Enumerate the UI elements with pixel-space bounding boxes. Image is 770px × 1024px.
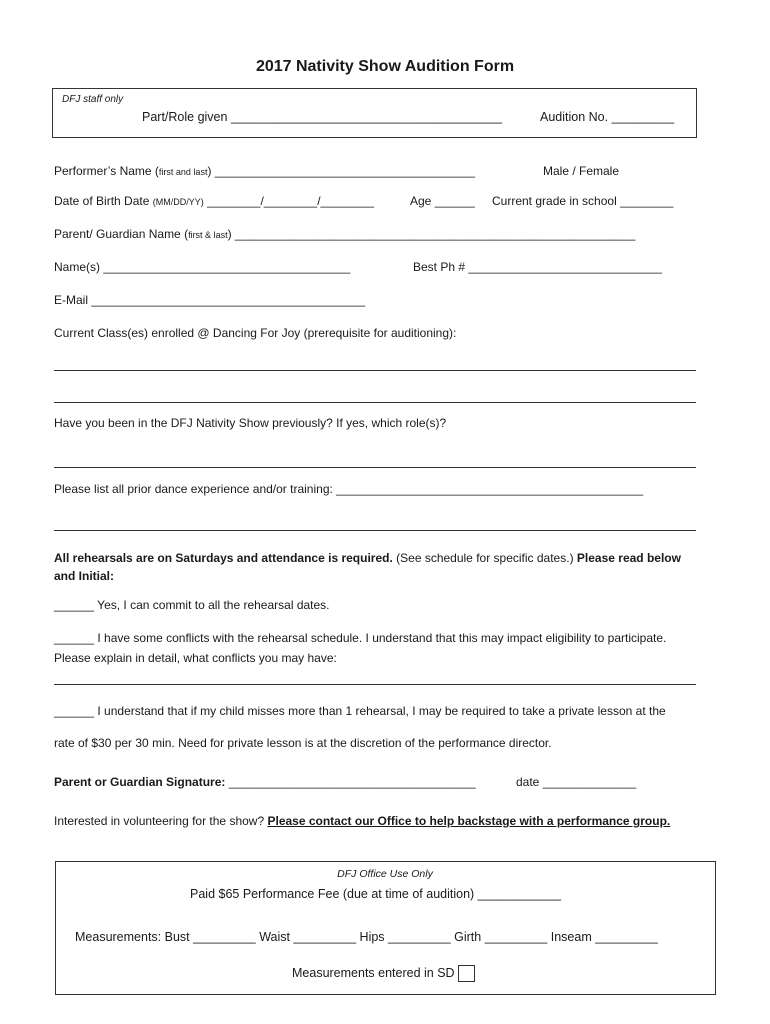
performer-name-hint: first and last	[158, 167, 208, 177]
guardian-label: Parent/ Guardian Name (	[54, 227, 189, 241]
rehearsal-bold-1: All rehearsals are on Saturdays and attendance is required.	[54, 551, 393, 565]
staff-only-label: DFJ staff only	[62, 94, 124, 105]
dob-row	[54, 194, 374, 208]
names-row	[54, 260, 350, 274]
audition-no	[540, 110, 674, 124]
dob-hint: (MM/DD/YY)	[152, 197, 204, 207]
fee-label: Paid $65 Performance Fee (due at time of audition)	[190, 887, 475, 901]
misses-row	[54, 704, 666, 718]
dob-label: Date of Birth Date	[54, 194, 150, 208]
page-title: 2017 Nativity Show Audition Form	[255, 58, 515, 75]
signature-row	[54, 775, 476, 789]
audition-no-field[interactable]: _________	[611, 110, 675, 124]
sd-entered-row	[292, 965, 475, 982]
previous-label: Have you been in the DFJ Nativity Show previously? If yes, which role(s)?	[54, 416, 447, 430]
date-label: date	[516, 775, 540, 789]
experience-field[interactable]: ______________________________________________	[336, 482, 644, 496]
classes-line-1[interactable]	[54, 370, 696, 371]
hips-label: Hips	[359, 930, 385, 944]
guardian-field[interactable]: ____________________________________________________________	[234, 227, 636, 241]
performer-name-close: )	[207, 164, 212, 178]
experience-row	[54, 482, 643, 496]
rehearsal-normal: (See schedule for specific dates.)	[396, 551, 574, 565]
part-role-text: Part/Role given	[142, 110, 228, 124]
gender-options[interactable]: Male / Female	[543, 164, 620, 178]
rehearsal-bold-2: Please read below	[576, 551, 681, 565]
rehearsal-bold-3: and Initial:	[54, 569, 114, 583]
bust-label: Bust	[164, 930, 190, 944]
commit-initial-field[interactable]: ______	[54, 598, 95, 612]
commit-row	[54, 598, 330, 612]
email-row	[54, 293, 365, 307]
guardian-close: )	[227, 227, 232, 241]
phone-row	[413, 260, 662, 274]
date-field[interactable]: ______________	[542, 775, 637, 789]
signature-field[interactable]: _____________________________________	[228, 775, 476, 789]
performer-name-row	[54, 164, 475, 178]
names-label: Name(s)	[54, 260, 101, 274]
performer-name-field[interactable]: _______________________________________	[214, 164, 476, 178]
sd-entered-label: Measurements entered in SD	[292, 965, 455, 980]
inseam-label: Inseam	[550, 930, 592, 944]
names-field[interactable]: _____________________________________	[103, 260, 351, 274]
explain-line[interactable]	[54, 684, 696, 685]
misses-text-1: I understand that if my child misses more than 1 rehearsal, I may be required to take a private lesson at the	[97, 704, 666, 718]
phone-field[interactable]: _____________________________	[468, 260, 662, 274]
commit-text: Yes, I can commit to all the rehearsal dates.	[97, 598, 330, 612]
previous-line[interactable]	[54, 467, 696, 468]
volunteer-row	[54, 814, 670, 828]
measurements-row	[75, 930, 658, 944]
dob-field[interactable]: ________/________/________	[207, 194, 374, 208]
email-label: E-Mail	[54, 293, 89, 307]
office-use-label: DFJ Office Use Only	[337, 868, 433, 880]
classes-line-2[interactable]	[54, 402, 696, 403]
phone-label: Best Ph #	[413, 260, 466, 274]
grade-field[interactable]: ________	[620, 194, 674, 208]
misses-text-2: rate of $30 per 30 min. Need for private lesson is at the discretion of the performance director.	[54, 736, 552, 750]
sd-entered-checkbox[interactable]	[458, 965, 475, 982]
waist-field[interactable]: _________	[293, 930, 357, 944]
explain-label: Please explain in detail, what conflicts you may have:	[54, 651, 337, 665]
misses-initial-field[interactable]: ______	[54, 704, 95, 718]
conflicts-row	[54, 631, 666, 645]
experience-line-2[interactable]	[54, 530, 696, 531]
waist-label: Waist	[259, 930, 290, 944]
guardian-hint: first & last	[188, 230, 228, 240]
girth-label: Girth	[454, 930, 482, 944]
rehearsal-notice	[54, 551, 681, 565]
signature-label: Parent or Guardian Signature:	[54, 775, 226, 789]
grade-row	[492, 194, 673, 208]
experience-label: Please list all prior dance experience and/or training:	[54, 482, 333, 496]
email-field[interactable]: _________________________________________	[91, 293, 365, 307]
girth-field[interactable]: _________	[484, 930, 548, 944]
volunteer-question: Interested in volunteering for the show?	[54, 814, 265, 828]
part-role-field[interactable]: _______________________________________	[230, 110, 503, 124]
age-row	[410, 194, 475, 208]
hips-field[interactable]: _________	[388, 930, 451, 944]
date-row	[516, 775, 636, 789]
fee-row	[190, 887, 561, 901]
measurements-label: Measurements:	[75, 930, 162, 944]
bust-field[interactable]: _________	[193, 930, 256, 944]
audition-no-label: Audition No.	[540, 110, 609, 124]
classes-label: Current Class(es) enrolled @ Dancing For Joy (prerequisite for auditioning):	[54, 326, 457, 340]
age-field[interactable]: ______	[434, 194, 475, 208]
performer-name-label: Performer’s Name (	[54, 164, 159, 178]
inseam-field[interactable]: _________	[595, 930, 658, 944]
part-role-label	[142, 110, 502, 124]
age-label: Age	[410, 194, 432, 208]
volunteer-cta: Please contact our Office to help backstage with a performance group.	[267, 814, 671, 828]
conflicts-initial-field[interactable]: ______	[54, 631, 95, 645]
grade-label: Current grade in school	[492, 194, 617, 208]
fee-field[interactable]: ____________	[477, 887, 562, 901]
conflicts-text: I have some conflicts with the rehearsal schedule. I understand that this may impact eligibility to participate.	[97, 631, 667, 645]
guardian-row	[54, 227, 635, 241]
